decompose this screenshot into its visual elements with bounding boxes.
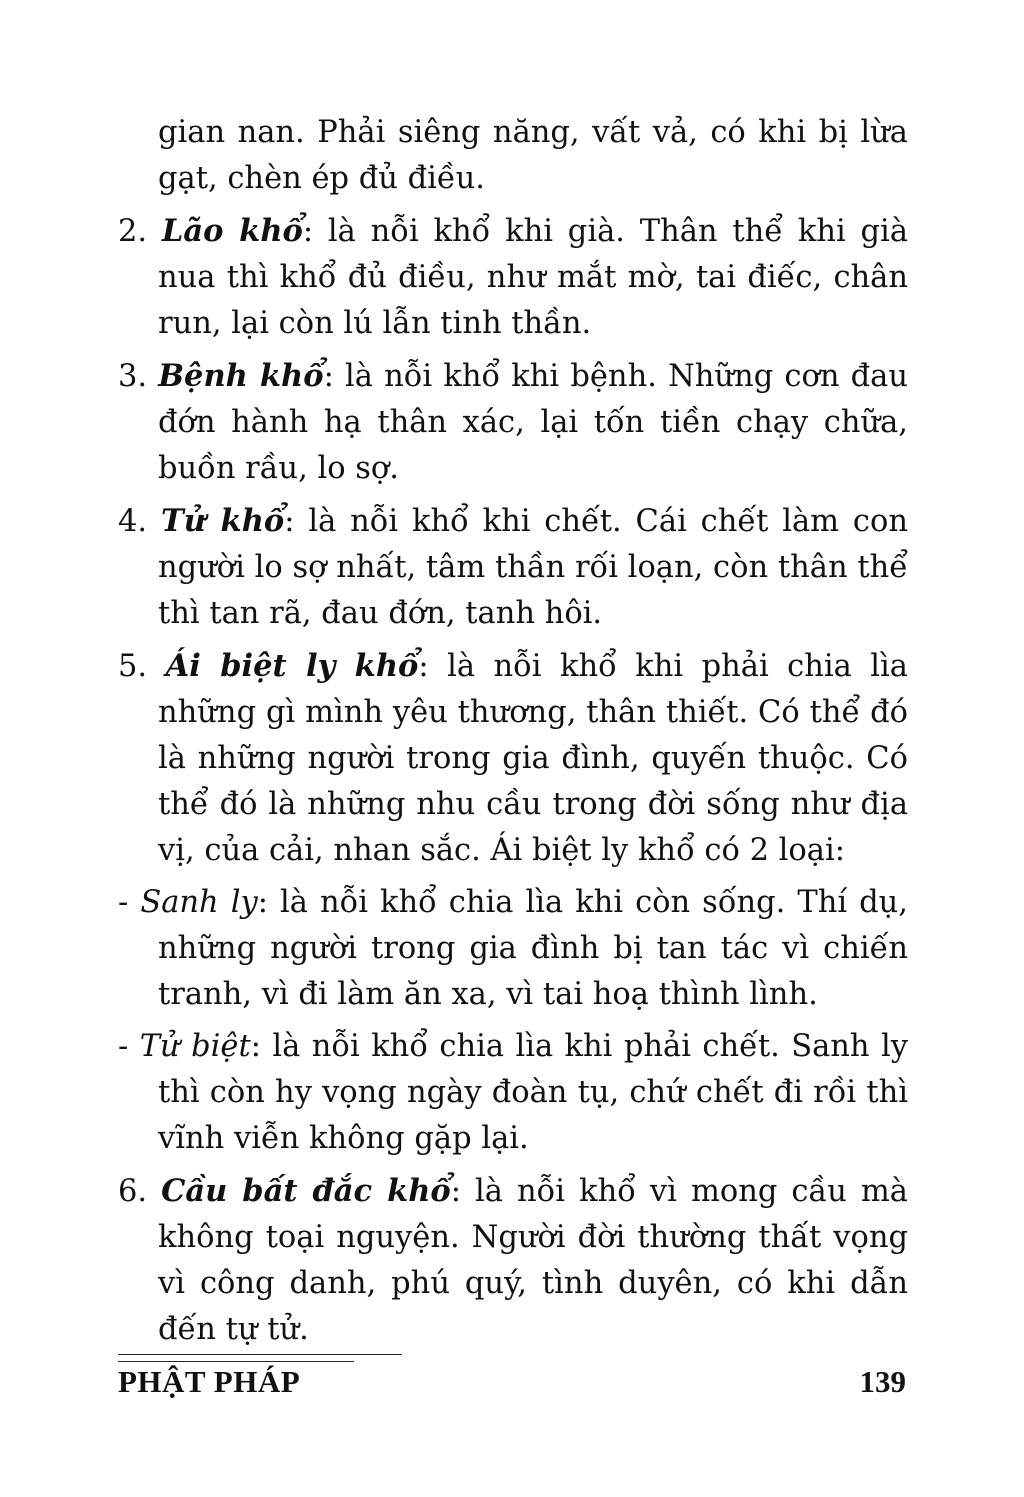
paragraph-text: : là nỗi khổ khi bệnh. Những cơn đau đớn hành hạ thân xác, lại tốn tiền chạy chữa, buồn rầu, lo sợ. [158,359,908,486]
paragraph-text: : là nỗi khổ chia lìa khi phải chết. Sanh ly thì còn hy vọng ngày đoàn tụ, chứ chết đi rồi thì vĩnh viễn không gặp lại. [158,1029,908,1156]
list-item-cau-bat-dac-kho [118,1168,908,1353]
page-body [118,110,908,1359]
list-marker: 3. [118,359,159,394]
page-number: 139 [859,1364,906,1399]
list-item-ai-biet-ly-kho [118,643,908,874]
paragraph-text: : là nỗi khổ chia lìa khi còn sống. Thí dụ, những người trong gia đình bị tan tác vì chiến tranh, vì đi làm ăn xa, vì tai hoạ thình lình. [158,885,908,1012]
term-label: Tử biệt [139,1029,251,1064]
footer-rule-bottom [118,1361,354,1362]
list-marker: 5. [118,649,166,684]
term-label: Sanh ly [140,885,258,920]
term-label: Bệnh khổ [158,358,324,394]
sub-item-tu-biet [118,1024,908,1162]
paragraph-text: : là nỗi khổ khi phải chia lìa những gì mình yêu thương, thân thiết. Có thể đó là những người trong gia đình, quyến thuộc. Có thể đó là những nhu cầu trong đời sống như địa vị, của cải, nhan sắc. Ái biệt ly khổ có 2 loại: [158,649,908,868]
list-item-tu-kho [118,498,908,637]
term-label: Tử khổ [160,503,285,539]
list-item-lao-kho [118,208,908,347]
paragraph-text: : là nỗi khổ khi già. Thân thể khi già nua thì khổ đủ điều, như mắt mờ, tai điếc, chân run, lại còn lú lẫn tinh thần. [158,214,908,341]
footer-divider [118,1354,402,1362]
paragraph-text: : là nỗi khổ khi chết. Cái chết làm con người lo sợ nhất, tâm thần rối loạn, còn thân thể thì tan rã, đau đớn, tanh hôi. [158,504,909,631]
term-label: Lão khổ [161,213,303,249]
sub-item-sanh-ly [118,880,908,1018]
list-marker: - [118,1029,140,1064]
running-footer-title: PHẬT PHÁP [118,1364,301,1399]
list-marker: - [118,885,141,920]
list-marker: 4. [118,504,161,539]
list-marker: 6. [118,1174,162,1209]
paragraph-text: gian nan. Phải siêng năng, vất vả, có khi bị lừa gạt, chèn ép đủ điều. [158,115,908,196]
footer-rule-top [118,1354,402,1355]
list-marker: 2. [118,214,162,249]
term-label: Cầu bất đắc khổ [161,1173,451,1209]
paragraph-continuation [118,110,908,202]
list-item-benh-kho [118,353,908,492]
term-label: Ái biệt ly khổ [165,648,419,684]
paragraph-text: : là nỗi khổ vì mong cầu mà không toại nguyện. Người đời thường thất vọng vì công danh, phú quý, tình duyên, có khi dẫn đến tự tử. [158,1174,908,1347]
